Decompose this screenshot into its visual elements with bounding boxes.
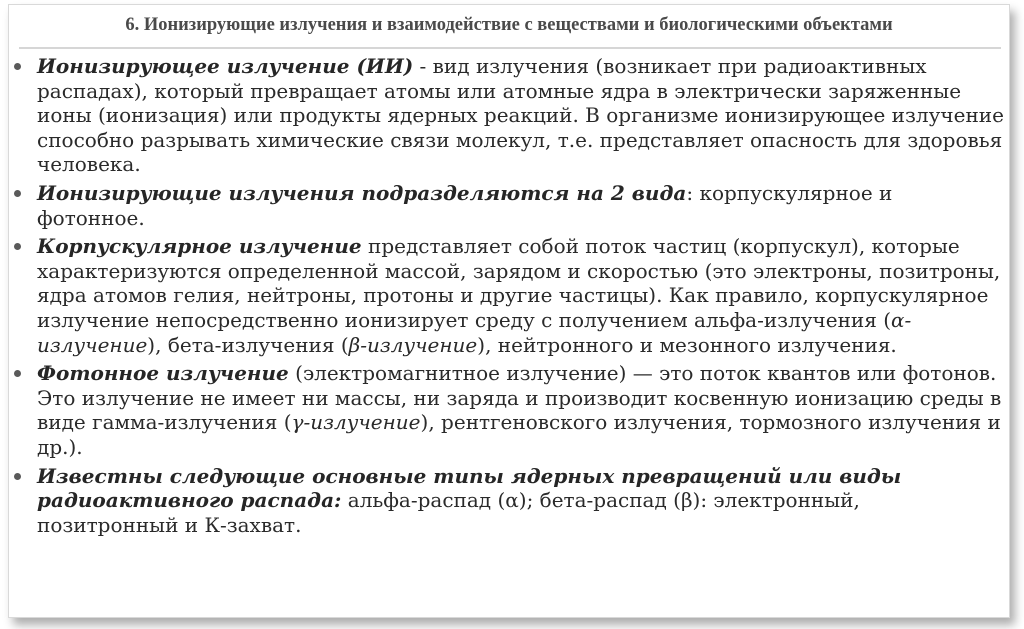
alpha-label: α-излучение — [37, 307, 912, 357]
item-text: ), рентгеновского излучения, тормозного излучения и др.). — [37, 410, 1001, 459]
item-text: ), нейтронного и мезонного излучения. — [477, 332, 897, 357]
beta-label: β-излучение — [348, 332, 478, 357]
title-divider — [19, 47, 1001, 49]
item-text: ), бета-излучения ( — [147, 332, 349, 357]
list-item — [9, 464, 1005, 538]
item-text: (электромагнитное излучение) — это поток квантов или фотонов. Это излучение не имеет ни массы, ни заряда и производит косвенную ионизацию среды в виде гамма-излучения ( — [37, 361, 1002, 435]
term: Ионизирующее излучение (ИИ) — [37, 54, 414, 78]
slide-title: 6. Ионизирующие излучения и взаимодействие с веществами и биологическими объектами — [125, 14, 893, 35]
list-item — [9, 361, 1005, 459]
term: Ионизирующие излучения подразделяются на 2 вида — [37, 180, 687, 205]
term: Известны следующие основные типы ядерных превращений или виды радиоактивного распада: — [37, 463, 902, 513]
item-text: - вид излучения (возникает при радиоактивных распадах), который превращает атомы или атомные ядра в электрически заряженные ионы (ионизация) или продукты ядерных реакций. В организме ионизирующее излучение способно разрывать химические связи молекул, т.е. представляет опасность для здоровья человека. — [37, 54, 1004, 177]
list-item — [9, 181, 1005, 230]
item-text: : корпускулярное и фотонное. — [37, 180, 893, 230]
bullet-icon — [14, 370, 21, 377]
bullet-list — [9, 54, 1005, 541]
bullet-icon — [14, 243, 21, 250]
list-item — [9, 54, 1005, 177]
item-text: представляет собой поток частиц (корпускул), которые характеризуются определенной массой, зарядом и скоростью (это электроны, позитроны, ядра атомов гелия, нейтроны, протоны и другие частицы). Как правило, корпускулярное излучение непосредственно ионизирует среду с получением альфа-излучения ( — [37, 234, 1001, 332]
bullet-icon — [14, 473, 21, 480]
term: Корпускулярное излучение — [37, 234, 362, 259]
gamma-label: γ-излучение — [291, 410, 421, 435]
list-item — [9, 234, 1005, 357]
item-text: альфа-распад (α); бета-распад (β): электронный, позитронный и К-захват. — [37, 488, 860, 537]
bullet-icon — [14, 190, 21, 197]
term: Фотонное излучение — [37, 361, 289, 386]
slide — [8, 4, 1010, 618]
bullet-icon — [14, 63, 21, 70]
